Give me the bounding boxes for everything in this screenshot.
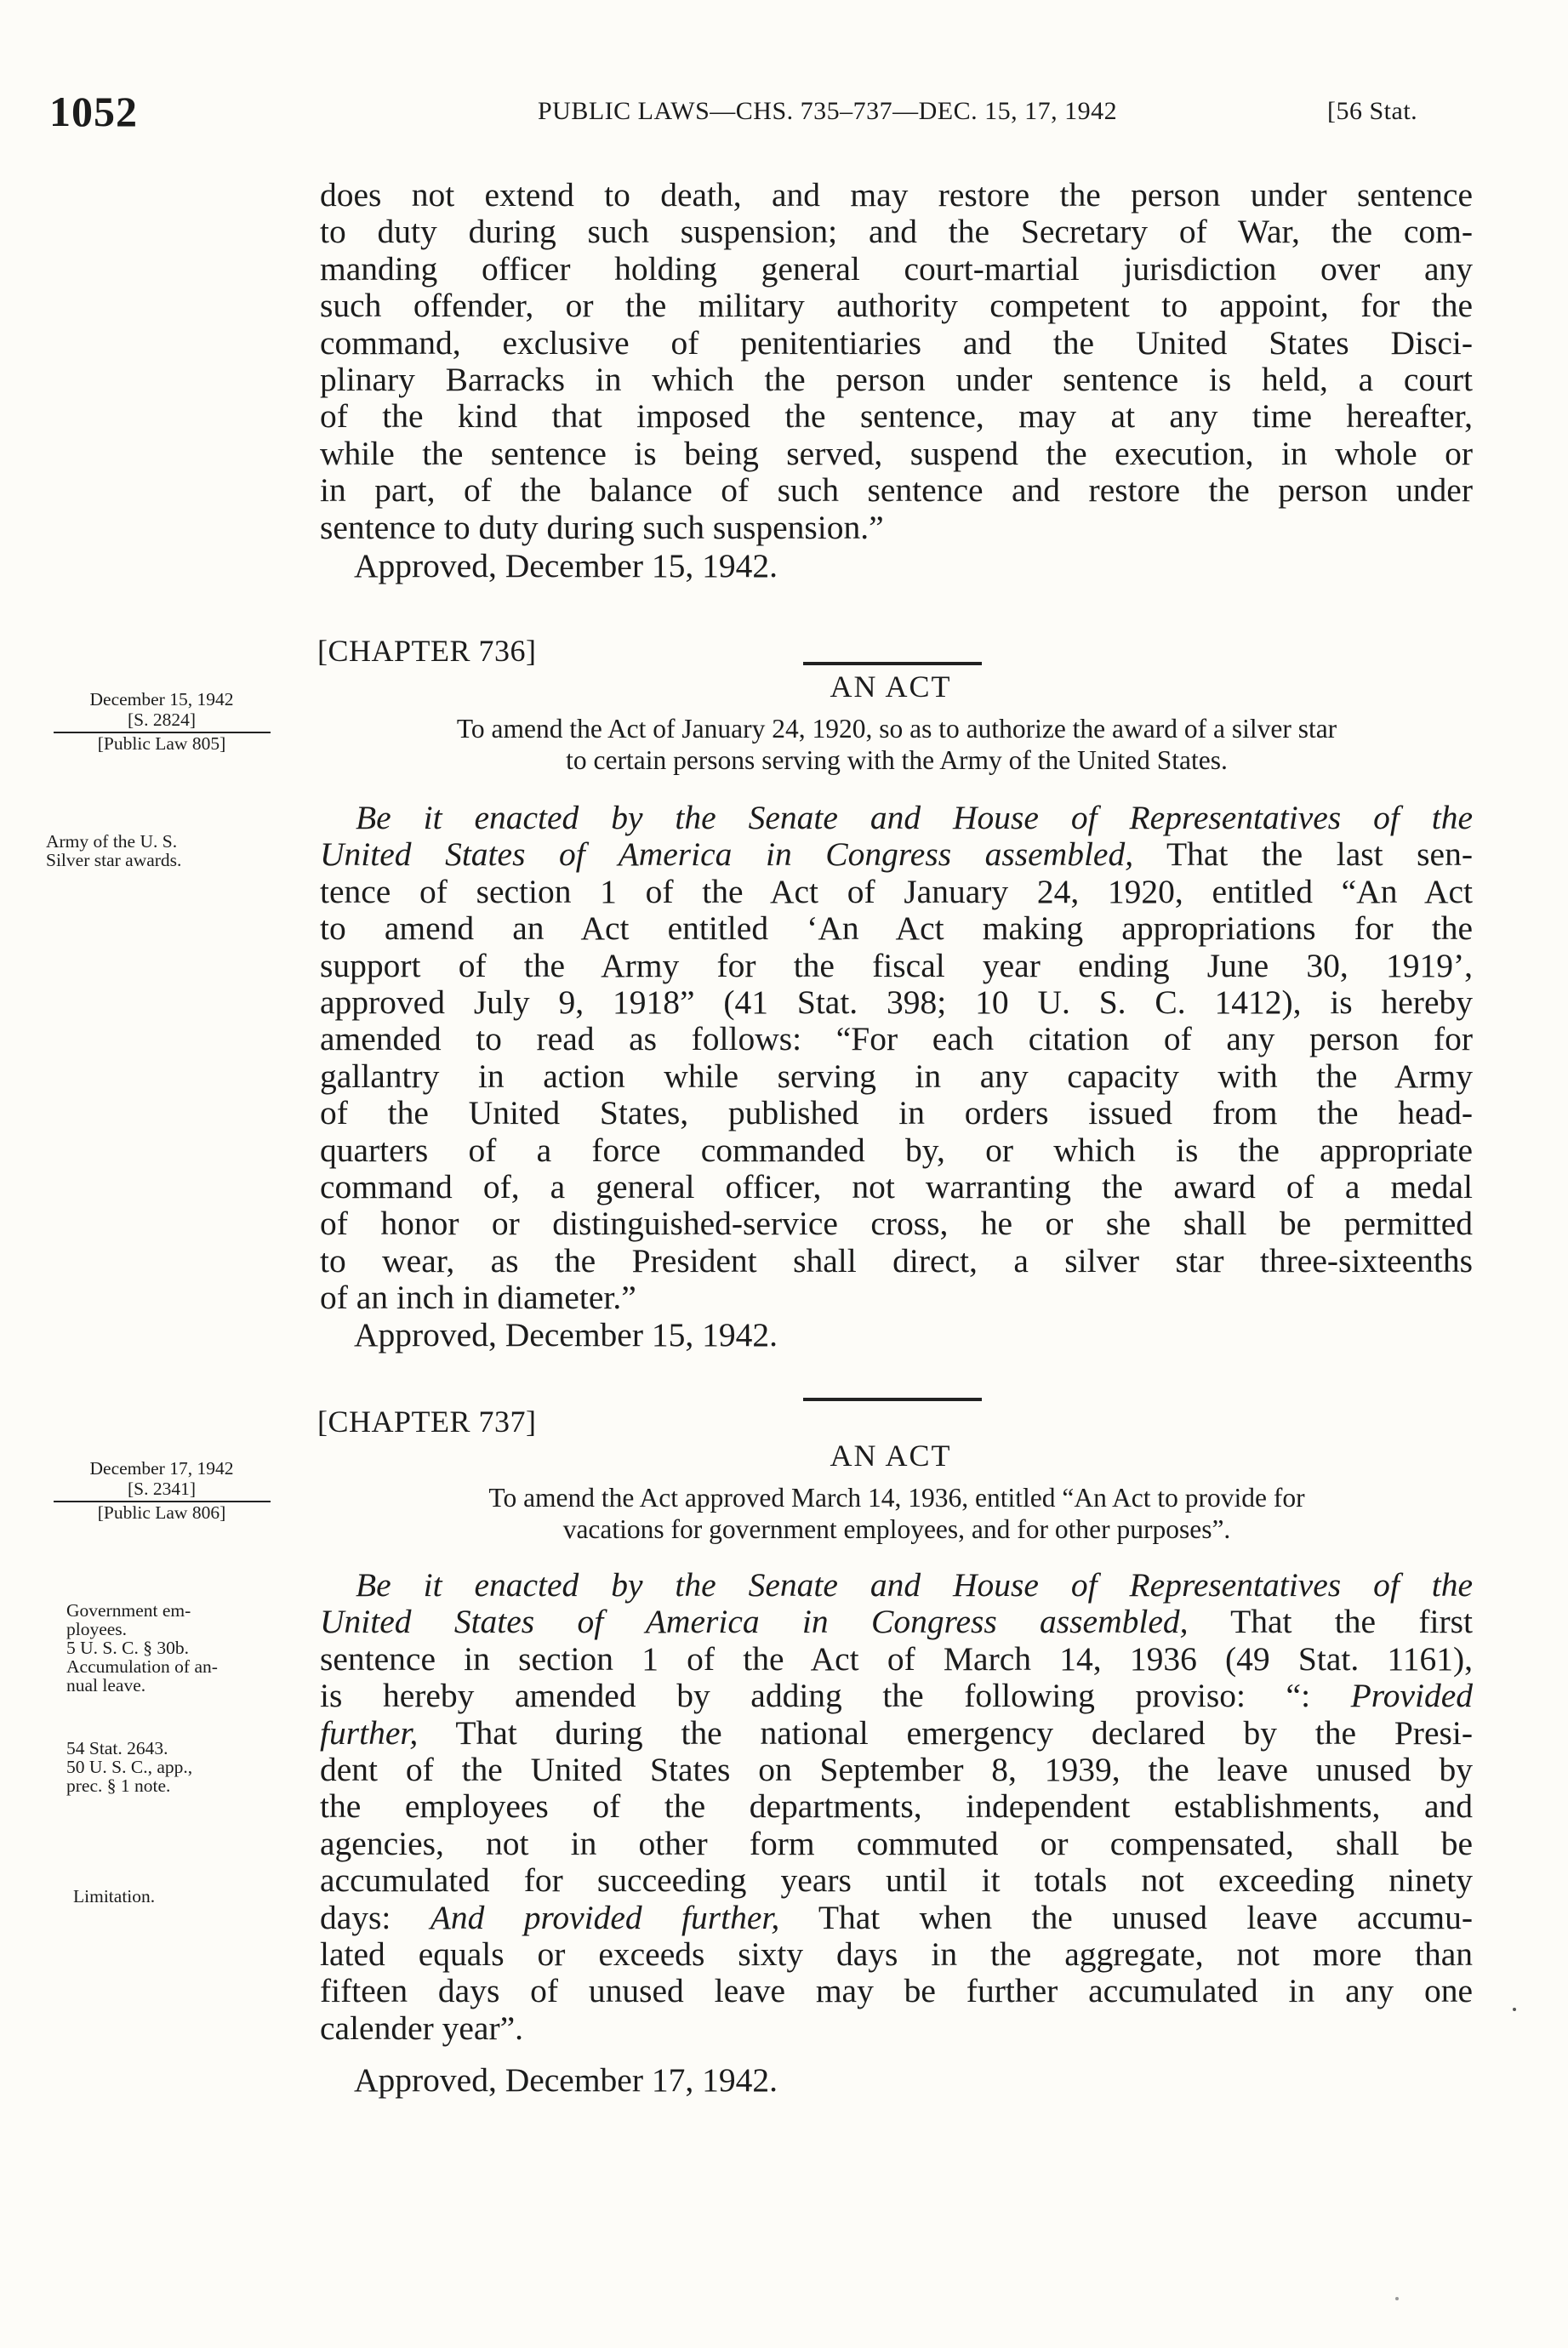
separator-rule xyxy=(803,1398,982,1401)
scan-speck xyxy=(1395,2297,1399,2300)
text-segment: That when the unused leave accumu- xyxy=(779,1898,1474,1936)
text-line: sentence to duty during such suspension.” xyxy=(320,508,884,546)
chapter-736-heading: [CHAPTER 736] xyxy=(317,634,537,668)
title-line: to certain persons serving with the Army of the United States. xyxy=(566,745,1228,775)
margin-note-737-references xyxy=(66,1739,330,1795)
text-line: of the kind that imposed the sentence, may at any time hereafter, xyxy=(320,397,1473,436)
margin-bill: [S. 2824] xyxy=(54,710,271,733)
margin-note-line: prec. § 1 note. xyxy=(66,1775,171,1796)
text-line: such offender, or the military authority competent to appoint, for the xyxy=(320,287,1473,325)
chapter-737-title xyxy=(322,1482,1472,1545)
chapter-736-text xyxy=(320,800,1473,1317)
text-line xyxy=(320,1678,1473,1714)
scan-speck xyxy=(1513,2008,1516,2011)
enacting-clause xyxy=(320,1567,1473,1604)
margin-note-line: Accumulation of an- xyxy=(66,1656,218,1677)
text-line: the employees of the departments, independent establishments, and xyxy=(320,1787,1473,1826)
text-line: amended to read as follows: “For each citation of any person for xyxy=(320,1020,1473,1058)
margin-public-law: [Public Law 805] xyxy=(97,733,226,754)
text-line: does not extend to death, and may restore the person under sentence xyxy=(320,176,1473,214)
margin-note-line: Army of the U. S. xyxy=(46,831,178,852)
margin-date: December 17, 1942 xyxy=(89,1458,234,1479)
margin-note-line: nual leave. xyxy=(66,1675,146,1695)
text-line xyxy=(320,836,1473,873)
text-line: to duty during such suspension; and the Secretary of War, the com- xyxy=(320,213,1473,251)
text-line: approved July 9, 1918” (41 Stat. 398; 10 U. S. C. 1412), is hereby xyxy=(320,983,1473,1022)
margin-note-line: 50 U. S. C., app., xyxy=(66,1757,193,1777)
proviso-italic: further, xyxy=(320,1713,419,1752)
enacting-clause xyxy=(320,800,1473,836)
title-line: To amend the Act approved March 14, 1936, entitled “An Act to provide for xyxy=(488,1483,1305,1513)
margin-note-line: Silver star awards. xyxy=(46,850,182,870)
text-segment: That during the national emergency declared by the Presi- xyxy=(418,1713,1473,1752)
volume-reference xyxy=(1327,97,1417,126)
text-line: command, exclusive of penitentiaries and the United States Disci- xyxy=(320,323,1473,362)
margin-note-line: Government em- xyxy=(66,1600,191,1621)
text-line: sentence in section 1 of the Act of March 14, 1936 (49 Stat. 1161), xyxy=(320,1639,1473,1678)
enacting-italic: Be it enacted by the Senate and House of Representatives of the xyxy=(356,1566,1473,1604)
page-number: 1052 xyxy=(49,88,138,135)
text-segment: days: xyxy=(320,1898,430,1936)
margin-note-736 xyxy=(46,832,310,869)
text-segment: That the first xyxy=(1188,1603,1473,1641)
text-line xyxy=(320,1604,1473,1640)
text-line: lated equals or exceeds sixty days in the aggregate, not more than xyxy=(320,1935,1473,1974)
text-line: to amend an Act entitled ‘An Act making appropriations for the xyxy=(320,909,1473,948)
running-head: PUBLIC LAWS—CHS. 735–737—DEC. 15, 17, 1942 xyxy=(538,97,1118,125)
margin-note-737-limitation: Limitation. xyxy=(73,1886,156,1906)
text-line: of honor or distinguished-service cross, he or she shall be permitted xyxy=(320,1205,1473,1243)
text-line: accumulated for succeeding years until it totals not exceeding ninety xyxy=(320,1861,1473,1900)
chapter-736-title xyxy=(322,713,1472,776)
margin-note-line: 5 U. S. C. § 30b. xyxy=(66,1638,189,1658)
text-line: to wear, as the President shall direct, a silver star three-sixteenths xyxy=(320,1241,1473,1279)
chapter-737-text xyxy=(320,1567,1473,2047)
text-segment: is hereby amended by adding the following proviso: “: xyxy=(320,1677,1351,1715)
text-line: command of, a general officer, not warranting the award of a medal xyxy=(320,1168,1473,1206)
text-line: in part, of the balance of such sentence and restore the person under xyxy=(320,471,1473,510)
text-line: fifteen days of unused leave may be further accumulated in any one xyxy=(320,1972,1473,2010)
approved-737: Approved, December 17, 1942. xyxy=(354,2061,778,2099)
enacting-italic: United States of America in Congress assembled, xyxy=(320,835,1134,874)
text-line: of the United States, published in orders issued from the head- xyxy=(320,1094,1473,1132)
margin-citation-736 xyxy=(34,689,289,754)
text-line xyxy=(320,1900,1473,1936)
text-line: of an inch in diameter.” xyxy=(320,1279,636,1317)
title-line: To amend the Act of January 24, 1920, so as to authorize the award of a silver star xyxy=(456,714,1337,744)
enacting-italic: Be it enacted by the Senate and House of Representatives of the xyxy=(356,799,1473,836)
chapter-735-text xyxy=(320,177,1473,546)
text-line: support of the Army for the fiscal year ending June 30, 1919’, xyxy=(320,946,1473,984)
text-segment: That the last sen- xyxy=(1133,835,1473,874)
title-line: vacations for government employees, and for other purposes”. xyxy=(562,1514,1231,1544)
chapter-737-heading: [CHAPTER 737] xyxy=(317,1405,537,1439)
enacting-italic: United States of America in Congress assembled, xyxy=(320,1603,1189,1641)
text-line: quarters of a force commanded by, or which is the appropriate xyxy=(320,1131,1473,1169)
margin-note-line: 54 Stat. 2643. xyxy=(66,1738,168,1758)
proviso-italic: And provided further, xyxy=(430,1898,780,1936)
approved-736: Approved, December 15, 1942. xyxy=(354,1316,778,1354)
margin-bill: [S. 2341] xyxy=(54,1479,271,1502)
text-line: calender year”. xyxy=(320,2009,524,2047)
text-line: plinary Barracks in which the person under sentence is held, a court xyxy=(320,361,1473,399)
margin-note-737-employees xyxy=(66,1601,330,1695)
approved-735: Approved, December 15, 1942. xyxy=(354,547,778,584)
text-line: manding officer holding general court-martial jurisdiction over any xyxy=(320,249,1473,288)
text-line: gallantry in action while serving in any capacity with the Army xyxy=(320,1057,1473,1095)
text-line: agencies, not in other form commuted or compensated, shall be xyxy=(320,1824,1473,1862)
text-line: dent of the United States on September 8, 1939, the leave unused by xyxy=(320,1751,1473,1789)
an-act-736: AN ACT xyxy=(830,670,952,704)
separator-rule xyxy=(803,662,982,665)
margin-date: December 15, 1942 xyxy=(89,689,234,710)
margin-citation-737 xyxy=(34,1458,289,1523)
text-line: while the sentence is being served, suspend the execution, in whole or xyxy=(320,434,1473,472)
text-line: tence of section 1 of the Act of January 24, 1920, entitled “An Act xyxy=(320,872,1473,910)
margin-public-law: [Public Law 806] xyxy=(97,1502,226,1523)
proviso-italic: Provided xyxy=(1350,1677,1473,1715)
margin-note-line: ployees. xyxy=(66,1619,128,1639)
volume-label: [56 Stat. xyxy=(1327,97,1418,125)
text-line xyxy=(320,1715,1473,1752)
an-act-737: AN ACT xyxy=(830,1439,952,1473)
